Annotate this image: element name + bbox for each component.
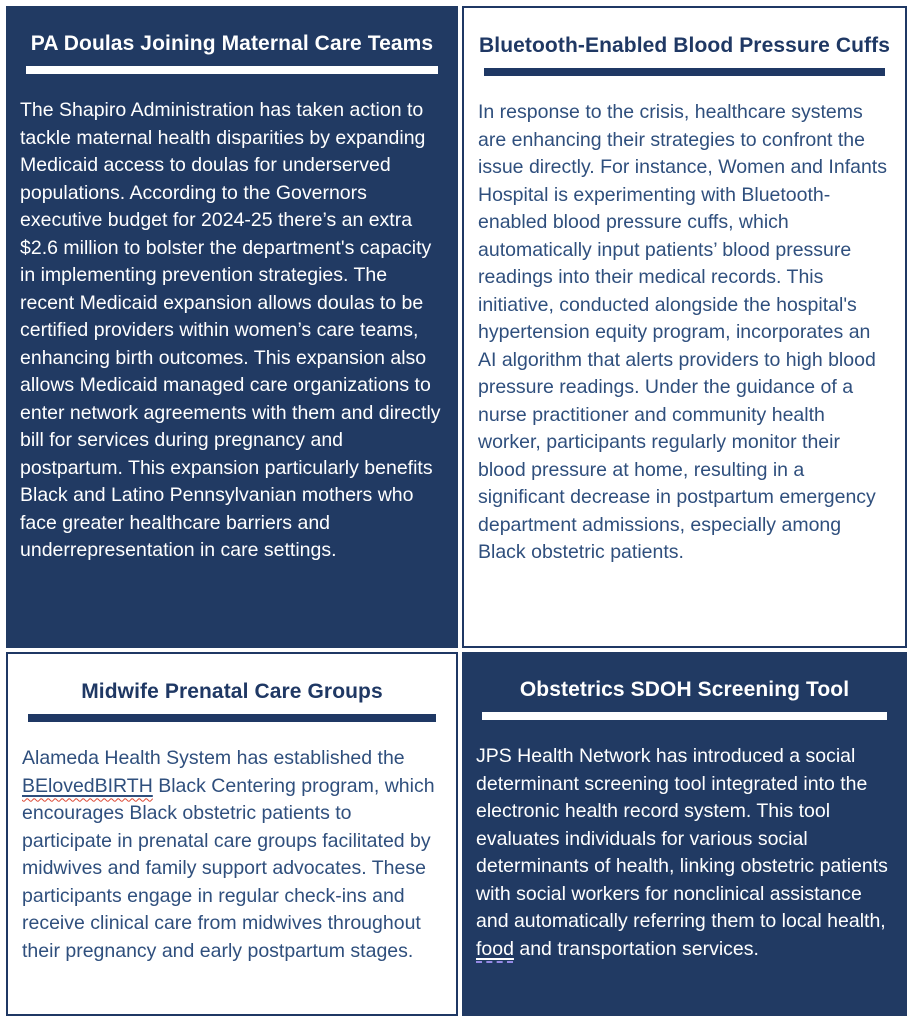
grammar-flagged-word: food <box>476 937 514 960</box>
card-sdoh-tool <box>462 652 907 1016</box>
body-text-segment: JPS Health Network has introduced a social determinant screening tool integrated into the electronic health record system. This tool evaluates individuals for various social determinants of health, linking obstetric patients with social workers for nonclinical assistance and automatically referring them to local health, <box>476 745 888 932</box>
spellcheck-flagged-word: BElovedBIRTH <box>22 774 153 797</box>
body-text-segment: Black Centering program, which encourages Black obstetric patients to participate in prenatal care groups facilitated by midwives and family support advocates. These participants engage in regular check-ins and receive clinical care from midwives throughout their pregnancy and early postpartum stages. <box>22 774 435 962</box>
body-text-segment: and transportation services. <box>513 937 759 960</box>
title-underline-bar <box>484 68 885 76</box>
card-pa-doulas <box>6 6 458 648</box>
title-underline-bar <box>482 712 887 720</box>
card-title-bp-cuffs: Bluetooth-Enabled Blood Pressure Cuffs <box>479 34 890 57</box>
title-underline-bar <box>28 714 436 722</box>
card-title-midwife-groups: Midwife Prenatal Care Groups <box>81 680 383 703</box>
title-underline-bar <box>26 66 438 74</box>
card-body-bp-cuffs: In response to the crisis, healthcare systems are enhancing their strategies to confront the issue directly. For instance, Women and Infants Hospital is experimenting with Bluetooth-enabled blood pressure cuffs, which automatically input patients’ blood pressure readings into their medical records. This initiative, conducted alongside the hospital's hypertension equity program, incorporates an AI algorithm that alerts providers to high blood pressure readings. Under the guidance of a nurse practitioner and community health worker, participants regularly monitor their blood pressure at home, resulting in a significant decrease in postpartum emergency department admissions, especially among Black obstetric patients. <box>478 101 887 563</box>
card-body-sdoh-tool <box>476 743 893 963</box>
card-grid <box>6 6 907 1016</box>
card-body-midwife-groups <box>22 745 442 965</box>
card-bp-cuffs <box>462 6 907 648</box>
card-midwife-groups <box>6 652 458 1016</box>
card-title-sdoh-tool: Obstetrics SDOH Screening Tool <box>519 678 850 701</box>
card-title-pa-doulas: PA Doulas Joining Maternal Care Teams <box>30 32 434 55</box>
body-text-segment: Alameda Health System has established the <box>22 747 405 769</box>
card-body-pa-doulas: The Shapiro Administration has taken action to tackle maternal health disparities by expanding Medicaid access to doulas for underserved populations. According to the Governors executive budget for 2024-25 there’s an extra $2.6 million to bolster the department's capacity in implementing prevention strategies. The recent Medicaid expansion allows doulas to be certified providers within women’s care teams, enhancing birth outcomes. This expansion also allows Medicaid managed care organizations to enter network agreements with them and directly bill for services during pregnancy and postpartum. This expansion particularly benefits Black and Latino Pennsylvanian mothers who face greater healthcare barriers and underrepresentation in care settings. <box>20 99 441 561</box>
